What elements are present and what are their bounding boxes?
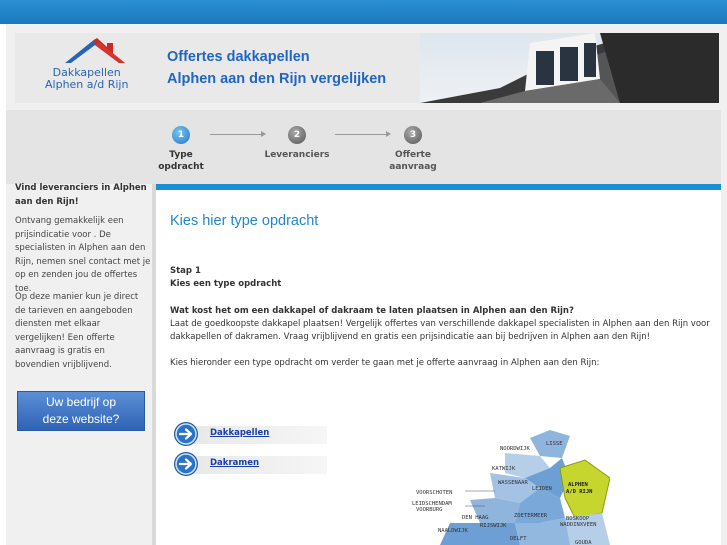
map-label-wassenaar: WASSENAAR	[498, 480, 528, 486]
option-dakkapellen[interactable]	[175, 423, 327, 445]
map-label-katwijk: KATWIJK	[492, 466, 516, 472]
arrow-right-icon[interactable]	[175, 453, 197, 475]
map-highlight-label-2: A/D RIJN	[566, 489, 593, 495]
map-label-gouda: GOUDA	[575, 540, 592, 545]
step-3-icon[interactable]: 3	[404, 126, 422, 144]
step-2-icon[interactable]: 2	[288, 126, 306, 144]
map-label-voorburg: VOORBURG	[416, 507, 443, 513]
map-label-leiden: LEIDEN	[532, 486, 552, 492]
sidebar-title: Vind leveranciers in Alphen aan den Rijn!	[15, 183, 147, 207]
advertise-button-line-1: Uw bedrijf op	[45, 395, 117, 409]
map-label-leidschendam: LEIDSCHENDAM	[412, 501, 452, 507]
option-dakramen[interactable]	[175, 453, 327, 475]
step-arrow-icon	[210, 134, 264, 135]
step-3-label-line-2: aanvraag	[389, 162, 437, 172]
step-subtitle: Kies een type opdracht	[170, 279, 282, 289]
step-1-label-line-2: opdracht	[158, 162, 204, 172]
arrow-right-icon[interactable]	[175, 423, 197, 445]
question-text: Wat kost het om een dakkapel of dakraam te laten plaatsen in Alphen aan den Rijn?	[170, 306, 574, 316]
sidebar-paragraph-2: Op deze manier kun je direct de tarieven en aangeboden diensten met elkaar vergelijken! Een offerte aanvraag is gratis en bovendien vrijblijvend.	[15, 292, 139, 370]
step-1-label-line-1: Type	[169, 150, 193, 160]
option-dakramen-label[interactable]: Dakramen	[210, 458, 260, 468]
step-2-label-line-1: Leveranciers	[264, 150, 330, 160]
map-label-waddinxveen: WADDINXVEEN	[560, 522, 597, 528]
step-2-label[interactable]	[262, 149, 332, 161]
logo-text[interactable]	[45, 67, 128, 91]
map-label-delft: DELFT	[510, 536, 527, 542]
site-title-line-2: Alphen aan den Rijn vergelijken	[167, 71, 387, 87]
step-3-label-line-1: Offerte	[395, 150, 431, 160]
step-label: Stap 1	[170, 266, 201, 276]
map-label-voorschoten: VOORSCHOTEN	[416, 490, 453, 496]
site-title-line-1: Offertes dakkapellen	[167, 49, 310, 65]
map-label-naaldwijk: NAALDWIJK	[438, 528, 468, 534]
house-photo	[420, 33, 719, 103]
map-label-lisse: LISSE	[546, 441, 563, 447]
logo-line-1: Dakkapellen	[52, 66, 121, 79]
advertise-button[interactable]	[17, 391, 145, 431]
site-title	[167, 46, 386, 90]
top-bar	[0, 0, 727, 24]
step-1-icon[interactable]: 1	[172, 126, 190, 144]
map-label-rijswijk: RIJSWIJK	[480, 523, 507, 529]
sidebar-paragraph-1: Ontvang gemakkelijk een prijsindicatie voor . De specialisten in Alphen aan den Rijn, nemen snel contact met je op en zenden jou de offertes toe.	[15, 216, 151, 294]
map-highlight-label-1: ALPHEN	[568, 482, 588, 488]
step-arrow-icon	[335, 134, 389, 135]
site-header	[15, 33, 719, 103]
step-1-label[interactable]	[156, 149, 206, 173]
region-map[interactable]	[410, 428, 610, 545]
map-label-den-haag: DEN HAAG	[462, 515, 489, 521]
step-progress-bar	[6, 110, 721, 184]
instruction-text: Kies hieronder een type opdracht om verder te gaan met je offerte aanvraag in Alphen aan den Rijn:	[170, 358, 600, 368]
step-3-label[interactable]	[388, 149, 438, 173]
map-label-boskoop: BOSKOOP	[566, 516, 590, 522]
logo-line-2: Alphen a/d Rijn	[45, 78, 129, 91]
map-label-noordwijk: NOORDWIJK	[500, 446, 530, 452]
advertise-button-line-2: deze website?	[42, 412, 120, 426]
page-title: Kies hier type opdracht	[170, 213, 319, 229]
map-label-zoetermeer: ZOETERMEER	[514, 513, 548, 519]
intro-text: Laat de goedkoopste dakkapel plaatsen! Vergelijk offertes van verschillende dakkapel specialisten in Alphen aan den Rijn voor dakkapellen of dakramen. Vraag vrijblijvend en gratis een prijsindicatie aan bij bedrijven in Alphen aan den Rijn!	[170, 319, 710, 342]
option-dakkapellen-label[interactable]: Dakkapellen	[210, 428, 270, 438]
